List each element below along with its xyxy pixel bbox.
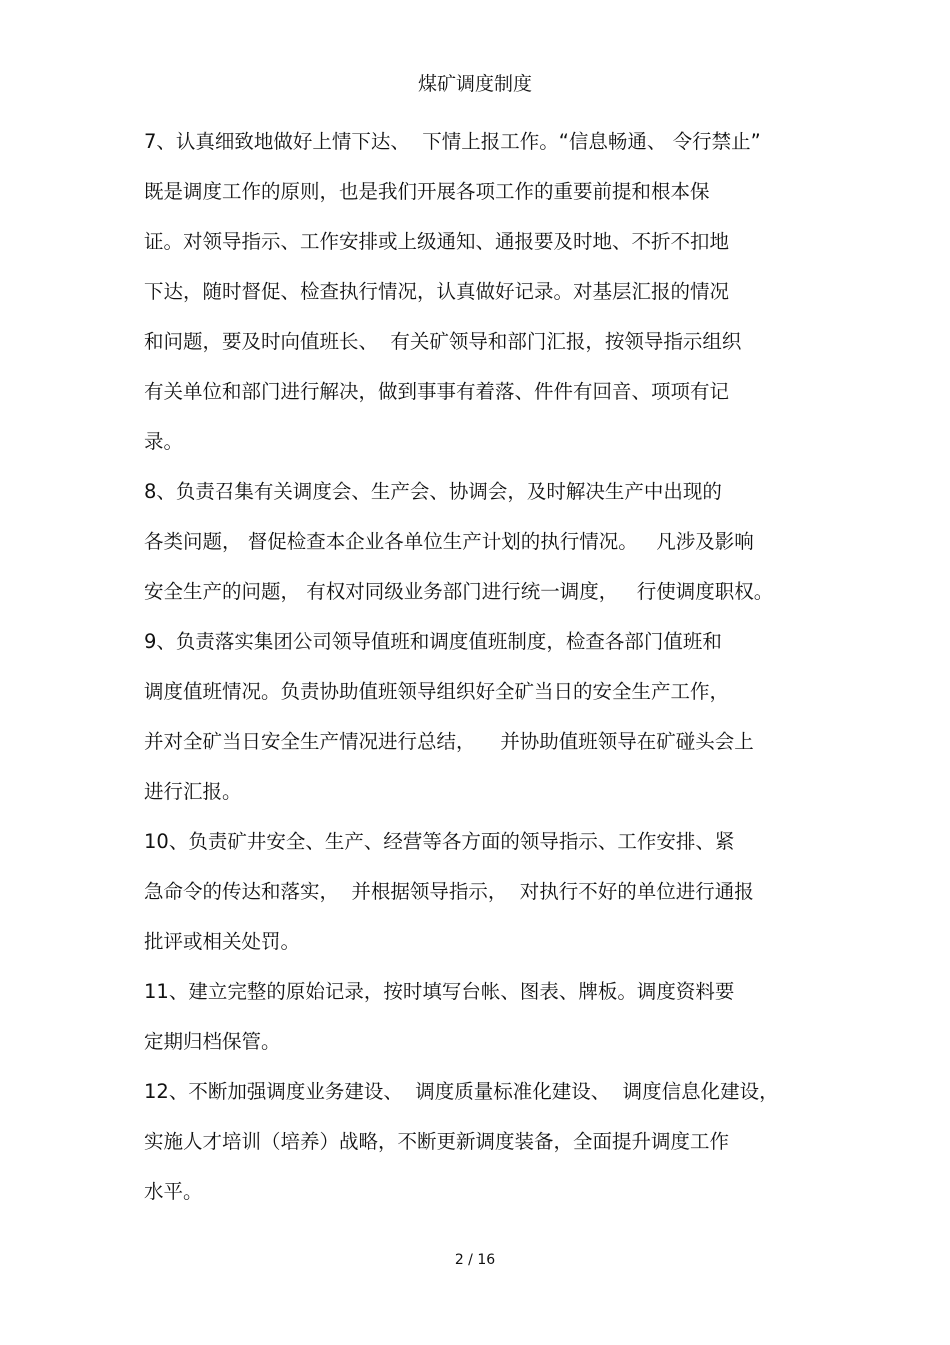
text-line: 和问题，要及时向值班长、 有关矿领导和部门汇报，按领导指示组织: [144, 330, 742, 353]
text-line: 各类问题， 督促检查本企业各单位生产计划的执行情况。 凡涉及影响: [144, 530, 754, 553]
document-body: [144, 124, 824, 1224]
text-line: 10、负责矿井安全、生产、经营等各方面的领导指示、工作安排、紧: [144, 830, 735, 853]
text-line: 11、建立完整的原始记录，按时填写台帐、图表、牌板。调度资料要: [144, 980, 735, 1003]
text-line: 调度值班情况。负责协助值班领导组织好全矿当日的安全生产工作，: [144, 680, 730, 703]
text-line: 批评或相关处罚。: [144, 930, 301, 953]
text-line: 既是调度工作的原则，也是我们开展各项工作的重要前提和根本保: [144, 180, 710, 203]
text-line: 安全生产的问题， 有权对同级业务部门进行统一调度， 行使调度职权。: [144, 580, 774, 603]
text-line: 录。: [144, 430, 184, 453]
text-line: 证。对领导指示、工作安排或上级通知、通报要及时地、不折不扣地: [144, 230, 730, 253]
text-line: 进行汇报。: [144, 780, 242, 803]
text-line: 8、负责召集有关调度会、生产会、协调会，及时解决生产中出现的: [144, 480, 722, 503]
text-line: 9、负责落实集团公司领导值班和调度值班制度，检查各部门值班和: [144, 630, 722, 653]
text-line: 有关单位和部门进行解决，做到事事有着落、件件有回音、项项有记: [144, 380, 730, 403]
text-line: 定期归档保管。: [144, 1030, 281, 1053]
page-indicator: 2 / 16: [454, 1252, 496, 1268]
text-line: 下达，随时督促、检查执行情况，认真做好记录。对基层汇报的情况: [144, 280, 730, 303]
text-line: 实施人才培训（培养）战略，不断更新调度装备，全面提升调度工作: [144, 1130, 730, 1153]
text-line: 水平。: [144, 1180, 203, 1203]
page-title: 煤矿调度制度: [417, 73, 532, 95]
text-line: 急命令的传达和落实， 并根据领导指示， 对执行不好的单位进行通报: [144, 880, 754, 903]
text-line: 7、认真细致地做好上情下达、 下情上报工作。“信息畅通、 令行禁止”: [144, 130, 761, 153]
text-line: 并对全矿当日安全生产情况进行总结， 并协助值班领导在矿碰头会上: [144, 730, 754, 753]
text-line: 12、不断加强调度业务建设、 调度质量标准化建设、 调度信息化建设，: [144, 1080, 779, 1103]
